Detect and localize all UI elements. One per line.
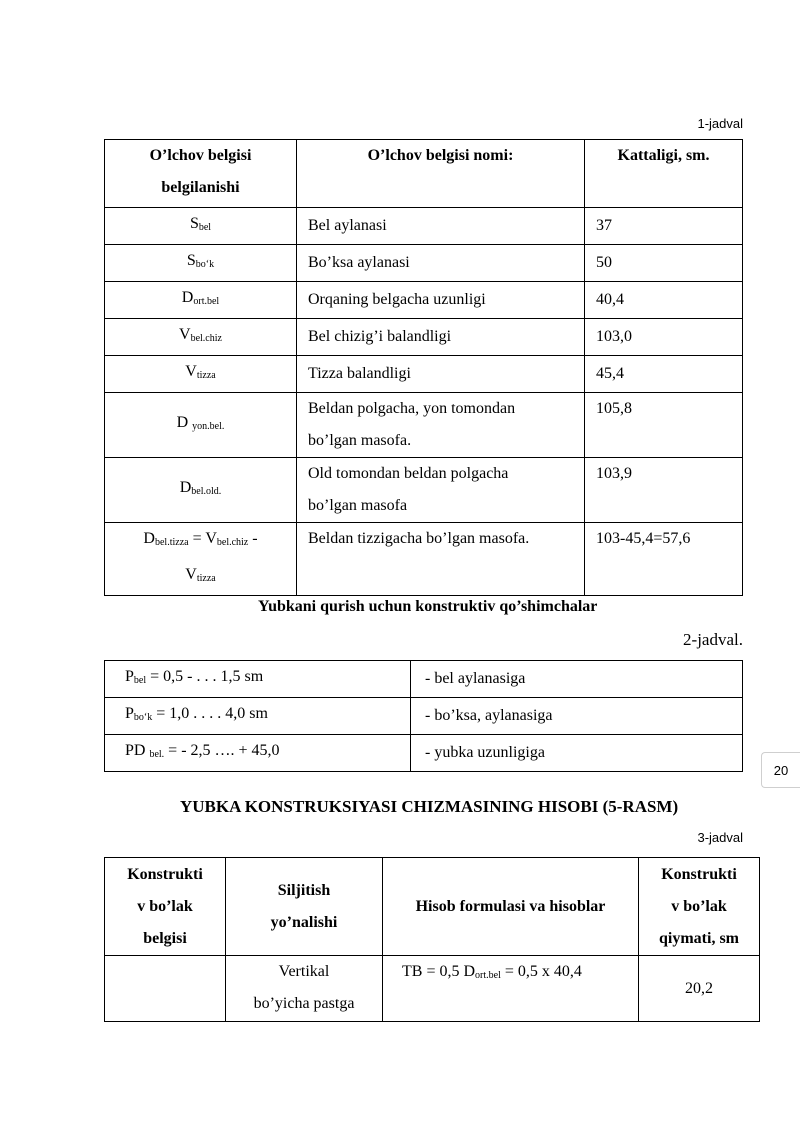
name-cell: Bo’ksa aylanasi [297, 245, 585, 282]
table1-caption: 1-jadval [697, 116, 743, 131]
name-cell: Beldan polgacha, yon tomondan bo’lgan masofa. [297, 393, 585, 458]
value-cell: 20,2 [639, 956, 760, 1022]
description-cell: - bel aylanasiga [411, 661, 743, 698]
measurements-table [104, 139, 743, 596]
symbol-cell: $D_{bel.old.}$ [105, 458, 297, 523]
table3-header-row [105, 858, 760, 956]
symbol-cell [105, 956, 226, 1022]
page-number: 20 [761, 752, 800, 788]
formula-cell: $P_{bo‘k} = 1,0$ . . . . 4,0 sm [105, 698, 411, 735]
direction-cell: Vertikal bo’yicha pastga [226, 956, 383, 1022]
header-part-value: Konstrukti v bo’lak qiymati, sm [639, 858, 760, 956]
symbol-cell: $S_{bo‘k}$ [105, 245, 297, 282]
name-cell: Tizza balandligi [297, 356, 585, 393]
symbol-cell: $V_{tizza}$ [105, 356, 297, 393]
section-title-allowances: Yubkani qurish uchun konstruktiv qo’shimchalar [258, 598, 598, 615]
calculation-table [104, 857, 760, 1022]
symbol-cell: $S_{bel}$ [105, 208, 297, 245]
header-name: O’lchov belgisi nomi: [297, 140, 585, 208]
table-row [105, 282, 743, 319]
table1-header-row [105, 140, 743, 208]
allowances-table [104, 660, 743, 772]
table3-caption: 3-jadval [697, 830, 743, 845]
table-row [105, 245, 743, 282]
value-cell: 103,9 [585, 458, 743, 523]
header-symbol: O’lchov belgisi belgilanishi [105, 140, 297, 208]
header-direction: Siljitish yo’nalishi [226, 858, 383, 956]
symbol-cell: $V_{bel.chiz}$ [105, 319, 297, 356]
formula-cell: $P_{bel} = 0,5$ - . . . 1,5 sm [105, 661, 411, 698]
name-cell: Bel aylanasi [297, 208, 585, 245]
table-row [105, 661, 743, 698]
table2-caption: 2-jadval. [683, 630, 743, 649]
description-cell: - yubka uzunligiga [411, 735, 743, 772]
table-row [105, 208, 743, 245]
formula-cell: TB = 0,5 $D_{ort.bel} = 0,5$ x 40,4 [383, 956, 639, 1022]
value-cell: 37 [585, 208, 743, 245]
header-part-symbol: Konstrukti v bo’lak belgisi [105, 858, 226, 956]
table-row [105, 356, 743, 393]
symbol-cell: $D_{ort.bel}$ [105, 282, 297, 319]
formula-cell: PD $_{bel.}$ = - 2,5 …. + 45,0 [105, 735, 411, 772]
section-title-calculation: YUBKA KONSTRUKSIYASI CHIZMASINING HISOBI (5-RASM) [180, 797, 679, 816]
value-cell: 103,0 [585, 319, 743, 356]
name-cell: Bel chizig’i balandligi [297, 319, 585, 356]
name-cell: Orqaning belgacha uzunligi [297, 282, 585, 319]
name-cell: Old tomondan beldan polgacha bo’lgan masofa [297, 458, 585, 523]
description-cell: - bo’ksa, aylanasiga [411, 698, 743, 735]
table-row [105, 523, 743, 596]
value-cell: 40,4 [585, 282, 743, 319]
value-cell: 45,4 [585, 356, 743, 393]
symbol-cell: D $_{yon.bel.}$ [105, 393, 297, 458]
symbol-cell: $D_{bel.tizza} = V_{bel.chiz}$ - $V_{tizza}$ [105, 523, 297, 596]
table-row [105, 393, 743, 458]
value-cell: 50 [585, 245, 743, 282]
value-cell: 105,8 [585, 393, 743, 458]
table-row [105, 735, 743, 772]
table-row [105, 458, 743, 523]
header-size: Kattaligi, sm. [585, 140, 743, 208]
table-row [105, 319, 743, 356]
header-formula: Hisob formulasi va hisoblar [383, 858, 639, 956]
value-cell: 103-45,4=57,6 [585, 523, 743, 596]
table-row [105, 698, 743, 735]
name-cell: Beldan tizzigacha bo’lgan masofa. [297, 523, 585, 596]
table-row [105, 956, 760, 1022]
